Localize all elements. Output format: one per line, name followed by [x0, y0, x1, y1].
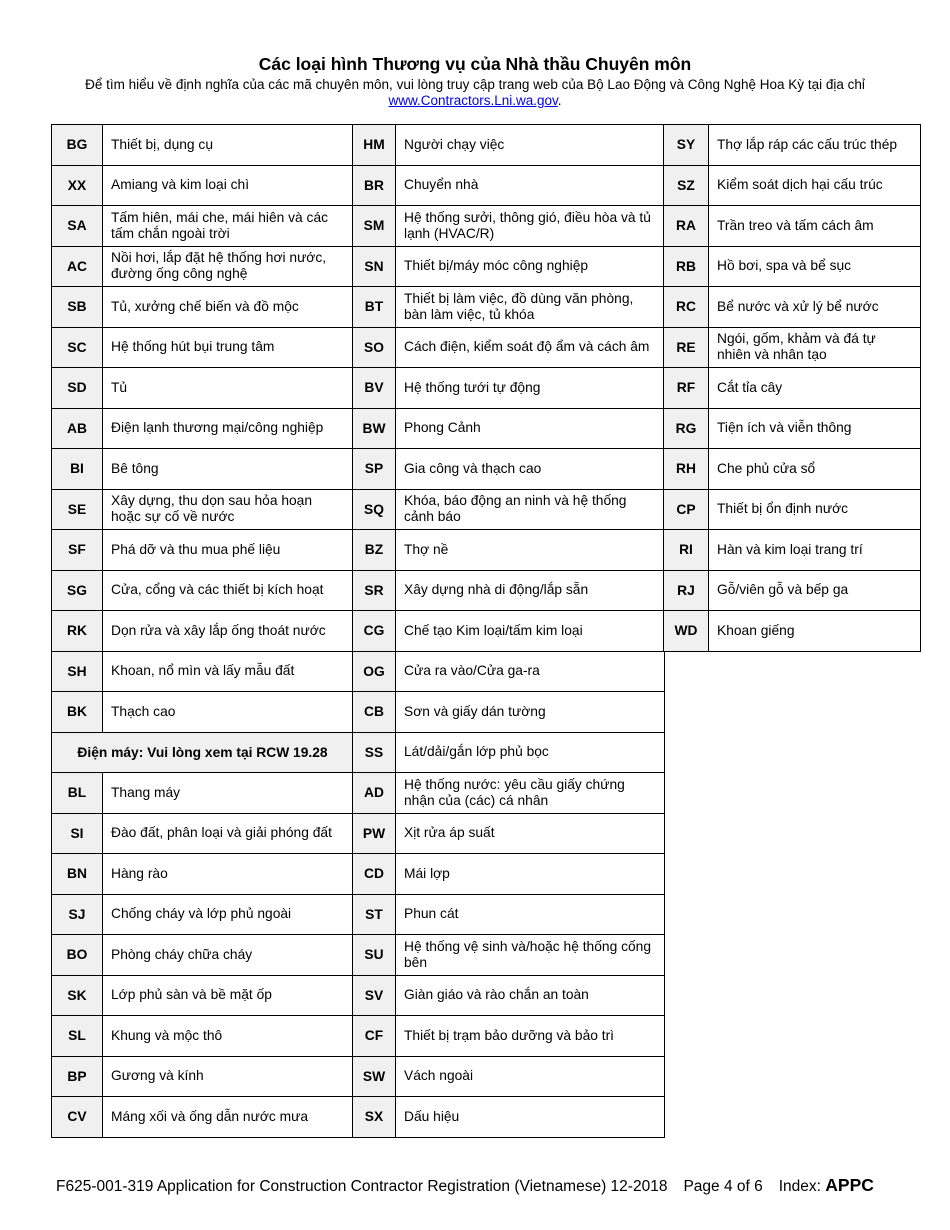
table-row	[353, 570, 665, 611]
table-row	[353, 651, 665, 692]
table-row	[353, 692, 665, 733]
specialty-description: Xây dựng nhà di động/lắp sẵn	[396, 570, 665, 611]
subtitle-text: Để tìm hiểu về định nghĩa của các mã chuyên môn, vui lòng truy cập trang web của Bộ Lao Động và Công Nghệ Hoa Kỳ tại địa chỉ	[85, 77, 865, 92]
table-row	[353, 489, 665, 530]
specialty-code: AD	[353, 773, 396, 814]
specialty-description: Điện lạnh thương mại/công nghiệp	[103, 408, 354, 449]
specialty-code: SZ	[664, 165, 709, 206]
specialty-description: Khoan, nổ mìn và lấy mẫu đất	[103, 651, 354, 692]
specialty-code: BV	[353, 368, 396, 409]
page-title: Các loại hình Thương vụ của Nhà thầu Chuyên môn	[258, 54, 692, 74]
specialty-code: SX	[353, 1097, 396, 1138]
specialty-code: CV	[52, 1097, 103, 1138]
specialty-description: Gia công và thạch cao	[396, 449, 665, 490]
specialty-description: Sơn và giấy dán tường	[396, 692, 665, 733]
table-row	[52, 530, 354, 571]
specialty-code: SS	[353, 732, 396, 773]
specialty-table-col2	[352, 124, 665, 1138]
specialty-description: Hàng rào	[103, 854, 354, 895]
specialty-code: SD	[52, 368, 103, 409]
table-row	[664, 125, 921, 166]
index-value: APPC	[825, 1175, 874, 1195]
link-suffix: .	[557, 93, 562, 108]
specialty-code: SN	[353, 246, 396, 287]
specialty-code: BG	[52, 125, 103, 166]
table-row	[353, 246, 665, 287]
table-row	[353, 854, 665, 895]
specialty-code: OG	[353, 651, 396, 692]
specialty-code: SY	[664, 125, 709, 166]
table-row	[664, 165, 921, 206]
table-row	[52, 327, 354, 368]
specialty-code: SP	[353, 449, 396, 490]
specialty-description: Thạch cao	[103, 692, 354, 733]
specialty-description: Ngói, gốm, khảm và đá tự nhiên và nhân tạo	[709, 327, 921, 368]
table-row	[52, 246, 354, 287]
specialty-code: WD	[664, 611, 709, 652]
table-row	[52, 1097, 354, 1138]
specialty-code: SW	[353, 1056, 396, 1097]
specialty-description: Xịt rửa áp suất	[396, 813, 665, 854]
table-row	[353, 368, 665, 409]
specialty-description: Hệ thống hút bụi trung tâm	[103, 327, 354, 368]
table-row	[353, 530, 665, 571]
specialty-code: PW	[353, 813, 396, 854]
specialty-code: RJ	[664, 570, 709, 611]
specialty-description: Che phủ cửa sổ	[709, 449, 921, 490]
specialty-description: Lát/dải/gắn lớp phủ bọc	[396, 732, 665, 773]
specialty-code: RE	[664, 327, 709, 368]
specialty-code: RC	[664, 287, 709, 328]
table-row	[52, 489, 354, 530]
specialty-description: Cắt tỉa cây	[709, 368, 921, 409]
table-row	[353, 813, 665, 854]
specialty-description: Thiết bị, dụng cụ	[103, 125, 354, 166]
specialty-description: Lớp phủ sàn và bề mặt ốp	[103, 975, 354, 1016]
table-row	[52, 975, 354, 1016]
specialty-code: SG	[52, 570, 103, 611]
specialty-code: BL	[52, 773, 103, 814]
specialty-description: Hồ bơi, spa và bể sục	[709, 246, 921, 287]
table-row	[52, 570, 354, 611]
table-row	[52, 1016, 354, 1057]
specialty-description: Khung và mộc thô	[103, 1016, 354, 1057]
electrical-note: Điện máy: Vui lòng xem tại RCW 19.28	[52, 732, 354, 773]
index-label: Index:	[778, 1178, 821, 1195]
table-row	[52, 368, 354, 409]
specialty-code: BZ	[353, 530, 396, 571]
page-subtitle	[0, 77, 950, 109]
specialty-description: Máng xối và ống dẫn nước mưa	[103, 1097, 354, 1138]
specialty-description: Cửa, cổng và các thiết bị kích hoạt	[103, 570, 354, 611]
specialty-description: Xây dựng, thu dọn sau hỏa hoạn hoặc sự cố về nước	[103, 489, 354, 530]
specialty-code: CP	[664, 489, 709, 530]
specialty-code: BT	[353, 287, 396, 328]
specialty-code: CB	[353, 692, 396, 733]
table-row	[52, 773, 354, 814]
table-row	[353, 287, 665, 328]
specialty-description: Phá dỡ và thu mua phế liệu	[103, 530, 354, 571]
specialty-description: Hệ thống tưới tự động	[396, 368, 665, 409]
specialty-code: RK	[52, 611, 103, 652]
table-row	[52, 125, 354, 166]
table-row	[52, 408, 354, 449]
specialty-code: RI	[664, 530, 709, 571]
specialty-description: Hệ thống sưởi, thông gió, điều hòa và tủ lạnh (HVAC/R)	[396, 206, 665, 247]
specialty-description: Dấu hiệu	[396, 1097, 665, 1138]
specialty-code: RF	[664, 368, 709, 409]
specialty-description: Cách điện, kiểm soát độ ẩm và cách âm	[396, 327, 665, 368]
specialty-code: BO	[52, 935, 103, 976]
specialty-description: Giàn giáo và rào chắn an toàn	[396, 975, 665, 1016]
specialty-description: Tủ	[103, 368, 354, 409]
specialty-description: Khoan giếng	[709, 611, 921, 652]
specialty-table-col1	[51, 124, 354, 1138]
table-row	[52, 206, 354, 247]
specialty-description: Hệ thống vệ sinh và/hoặc hệ thống cống bên	[396, 935, 665, 976]
table-row	[353, 894, 665, 935]
specialty-description: Trần treo và tấm cách âm	[709, 206, 921, 247]
specialty-code: AB	[52, 408, 103, 449]
specialty-description: Thợ lắp ráp các cấu trúc thép	[709, 125, 921, 166]
specialty-description: Tấm hiên, mái che, mái hiên và các tấm chắn ngoài trời	[103, 206, 354, 247]
specialty-code: SL	[52, 1016, 103, 1057]
specialty-code: SC	[52, 327, 103, 368]
specialty-description: Thiết bị trạm bảo dưỡng và bảo trì	[396, 1016, 665, 1057]
table-row	[353, 1016, 665, 1057]
table-row	[52, 287, 354, 328]
table-row	[664, 327, 921, 368]
table-row	[52, 894, 354, 935]
table-row	[353, 935, 665, 976]
specialty-description: Bê tông	[103, 449, 354, 490]
specialty-description: Tủ, xưởng chế biến và đồ mộc	[103, 287, 354, 328]
table-row	[353, 125, 665, 166]
specialty-code: SH	[52, 651, 103, 692]
specialty-description: Đào đất, phân loại và giải phóng đất	[103, 813, 354, 854]
specialty-description: Thang máy	[103, 773, 354, 814]
table-row	[664, 246, 921, 287]
table-row	[353, 449, 665, 490]
table-row	[664, 368, 921, 409]
specialty-code: CD	[353, 854, 396, 895]
specialty-code: XX	[52, 165, 103, 206]
specialty-description: Mái lợp	[396, 854, 665, 895]
table-row	[52, 692, 354, 733]
specialty-code: SB	[52, 287, 103, 328]
specialty-description: Hàn và kim loại trang trí	[709, 530, 921, 571]
specialty-code: AC	[52, 246, 103, 287]
specialty-code: RH	[664, 449, 709, 490]
table-row	[52, 935, 354, 976]
table-row	[353, 1097, 665, 1138]
table-row	[664, 449, 921, 490]
contractors-link[interactable]: www.Contractors.Lni.wa.gov	[388, 93, 558, 108]
specialty-description: Chuyển nhà	[396, 165, 665, 206]
table-row	[52, 611, 354, 652]
table-row	[664, 287, 921, 328]
specialty-code: SR	[353, 570, 396, 611]
specialty-code: BI	[52, 449, 103, 490]
specialty-description: Vách ngoài	[396, 1056, 665, 1097]
form-number: F625-001-319 Application for Construction Contractor Registration (Vietnamese) 12-2018	[56, 1178, 668, 1195]
specialty-code: HM	[353, 125, 396, 166]
table-row	[664, 489, 921, 530]
specialty-description: Phong Cảnh	[396, 408, 665, 449]
table-row	[353, 732, 665, 773]
specialty-code: BP	[52, 1056, 103, 1097]
table-row	[353, 206, 665, 247]
specialty-code: SM	[353, 206, 396, 247]
specialty-code: SV	[353, 975, 396, 1016]
specialty-table-col3	[663, 124, 921, 652]
table-row	[664, 570, 921, 611]
specialty-code: BW	[353, 408, 396, 449]
table-row	[664, 611, 921, 652]
table-row	[52, 651, 354, 692]
specialty-code: BN	[52, 854, 103, 895]
table-row	[664, 408, 921, 449]
page-footer	[56, 1175, 874, 1196]
specialty-code: BR	[353, 165, 396, 206]
specialty-code: BK	[52, 692, 103, 733]
specialty-description: Bể nước và xử lý bể nước	[709, 287, 921, 328]
specialty-description: Phun cát	[396, 894, 665, 935]
table-row	[353, 975, 665, 1016]
specialty-description: Chống cháy và lớp phủ ngoài	[103, 894, 354, 935]
specialty-code: SK	[52, 975, 103, 1016]
table-row	[52, 854, 354, 895]
specialty-description: Thiết bị ổn định nước	[709, 489, 921, 530]
specialty-code: SO	[353, 327, 396, 368]
specialty-description: Chế tạo Kim loại/tấm kim loại	[396, 611, 665, 652]
specialty-description: Thiết bị làm việc, đồ dùng văn phòng, bàn làm việc, tủ khóa	[396, 287, 665, 328]
table-row	[52, 732, 354, 773]
table-row	[353, 611, 665, 652]
table-row	[664, 206, 921, 247]
page-number: Page 4 of 6	[683, 1178, 763, 1195]
specialty-code: CG	[353, 611, 396, 652]
table-row	[52, 165, 354, 206]
specialty-code: SI	[52, 813, 103, 854]
specialty-description: Cửa ra vào/Cửa ga-ra	[396, 651, 665, 692]
specialty-description: Phòng cháy chữa cháy	[103, 935, 354, 976]
table-row	[353, 773, 665, 814]
table-row	[353, 327, 665, 368]
specialty-description: Thợ nề	[396, 530, 665, 571]
specialty-code: SE	[52, 489, 103, 530]
table-row	[353, 165, 665, 206]
specialty-description: Người chạy việc	[396, 125, 665, 166]
specialty-code: SU	[353, 935, 396, 976]
specialty-code: SF	[52, 530, 103, 571]
specialty-description: Dọn rửa và xây lắp ống thoát nước	[103, 611, 354, 652]
specialty-description: Khóa, báo động an ninh và hệ thống cảnh báo	[396, 489, 665, 530]
table-row	[52, 813, 354, 854]
specialty-code: RA	[664, 206, 709, 247]
specialty-code: RG	[664, 408, 709, 449]
specialty-description: Hệ thống nước: yêu cầu giấy chứng nhận của (các) cá nhân	[396, 773, 665, 814]
specialty-description: Nồi hơi, lắp đặt hệ thống hơi nước, đường ống công nghệ	[103, 246, 354, 287]
specialty-description: Gỗ/viên gỗ và bếp ga	[709, 570, 921, 611]
table-row	[664, 530, 921, 571]
specialty-code: RB	[664, 246, 709, 287]
specialty-code: CF	[353, 1016, 396, 1057]
specialty-description: Thiết bị/máy móc công nghiệp	[396, 246, 665, 287]
specialty-code: SQ	[353, 489, 396, 530]
specialty-code: SJ	[52, 894, 103, 935]
specialty-description: Tiện ích và viễn thông	[709, 408, 921, 449]
table-row	[353, 1056, 665, 1097]
specialty-description: Kiểm soát dịch hại cấu trúc	[709, 165, 921, 206]
specialty-code: SA	[52, 206, 103, 247]
table-row	[52, 449, 354, 490]
specialty-description: Gương và kính	[103, 1056, 354, 1097]
specialty-description: Amiang và kim loại chì	[103, 165, 354, 206]
specialty-code: ST	[353, 894, 396, 935]
table-row	[52, 1056, 354, 1097]
table-row	[353, 408, 665, 449]
